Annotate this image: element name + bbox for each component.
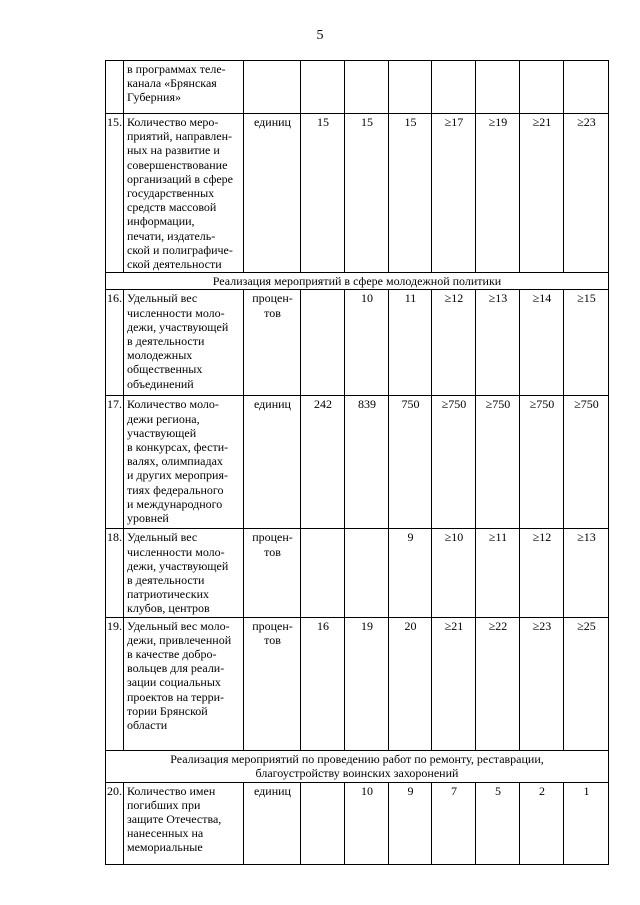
table-row [106,782,609,864]
value-cell: 9 [389,782,432,864]
value-cell: ≥21 [432,617,476,750]
value-cell [345,529,389,617]
unit-of-measure: единиц [244,782,301,864]
unit-of-measure: процен- тов [244,617,301,750]
row-number [106,61,124,114]
value-cell [520,61,564,114]
indicator-name: Удельный вес моло- дежи, привлеченной в качестве добро- вольцев для реали- зации социальных проектов на терри- тории Брянской области [124,617,244,750]
page-number: 5 [316,28,324,43]
value-cell: ≥13 [476,290,520,396]
value-cell: ≥12 [432,290,476,396]
indicators-table [105,60,609,865]
value-cell: 7 [432,782,476,864]
value-cell: ≥23 [564,114,609,273]
table-row [106,290,609,396]
row-number: 17. [106,396,124,529]
value-cell: 11 [389,290,432,396]
value-cell [301,290,345,396]
value-cell [389,61,432,114]
value-cell [301,782,345,864]
value-cell: ≥14 [520,290,564,396]
row-number: 16. [106,290,124,396]
indicator-name: Удельный вес численности моло- дежи, участвующей в деятельности молодежных общественных объединений [124,290,244,396]
value-cell: 839 [345,396,389,529]
indicator-name: Удельный вес численности моло- дежи, участвующей в деятельности патриотических клубов, центров [124,529,244,617]
unit-of-measure: единиц [244,396,301,529]
unit-of-measure [244,61,301,114]
value-cell: 1 [564,782,609,864]
value-cell: 2 [520,782,564,864]
table-row [106,61,609,114]
row-number: 20. [106,782,124,864]
value-cell: ≥750 [432,396,476,529]
value-cell [301,61,345,114]
value-cell: ≥19 [476,114,520,273]
unit-of-measure: процен- тов [244,529,301,617]
value-cell [476,61,520,114]
value-cell: 750 [389,396,432,529]
value-cell: ≥13 [564,529,609,617]
value-cell: 10 [345,782,389,864]
row-number: 19. [106,617,124,750]
value-cell: 15 [345,114,389,273]
value-cell: ≥15 [564,290,609,396]
value-cell: 16 [301,617,345,750]
row-number: 18. [106,529,124,617]
indicator-name: Количество меро- приятий, направлен- ных на развитие и совершенствование организаций в сфере государственных средств массовой информации, печати, издатель- ской и полиграфиче- ской деятельности [124,114,244,273]
value-cell: ≥21 [520,114,564,273]
value-cell [301,529,345,617]
value-cell: ≥10 [432,529,476,617]
value-cell: 15 [389,114,432,273]
value-cell: ≥23 [520,617,564,750]
table-row [106,114,609,273]
table-row [106,529,609,617]
value-cell: ≥750 [476,396,520,529]
value-cell: 15 [301,114,345,273]
value-cell [564,61,609,114]
table-row [106,617,609,750]
value-cell: ≥17 [432,114,476,273]
value-cell [345,61,389,114]
value-cell: ≥25 [564,617,609,750]
value-cell: ≥12 [520,529,564,617]
unit-of-measure: процен- тов [244,290,301,396]
value-cell: 20 [389,617,432,750]
row-number: 15. [106,114,124,273]
value-cell: 9 [389,529,432,617]
value-cell: 10 [345,290,389,396]
indicator-name: в программах теле- канала «Брянская Губерния» [124,61,244,114]
value-cell: 19 [345,617,389,750]
section-header-row [106,273,609,290]
indicator-name: Количество имен погибших при защите Отечества, нанесенных на мемориальные [124,782,244,864]
value-cell: ≥11 [476,529,520,617]
value-cell: ≥750 [564,396,609,529]
value-cell: 242 [301,396,345,529]
section-title: Реализация мероприятий в сфере молодежной политики [106,273,609,290]
section-header-row [106,750,609,782]
unit-of-measure: единиц [244,114,301,273]
value-cell: 5 [476,782,520,864]
value-cell [432,61,476,114]
value-cell: ≥22 [476,617,520,750]
value-cell: ≥750 [520,396,564,529]
section-title: Реализация мероприятий по проведению работ по ремонту, реставрации, благоустройству воинских захоронений [106,750,609,782]
indicator-name: Количество моло- дежи региона, участвующей в конкурсах, фести- валях, олимпиадах и других мероприя- тиях федерального и международного уровней [124,396,244,529]
table-row [106,396,609,529]
